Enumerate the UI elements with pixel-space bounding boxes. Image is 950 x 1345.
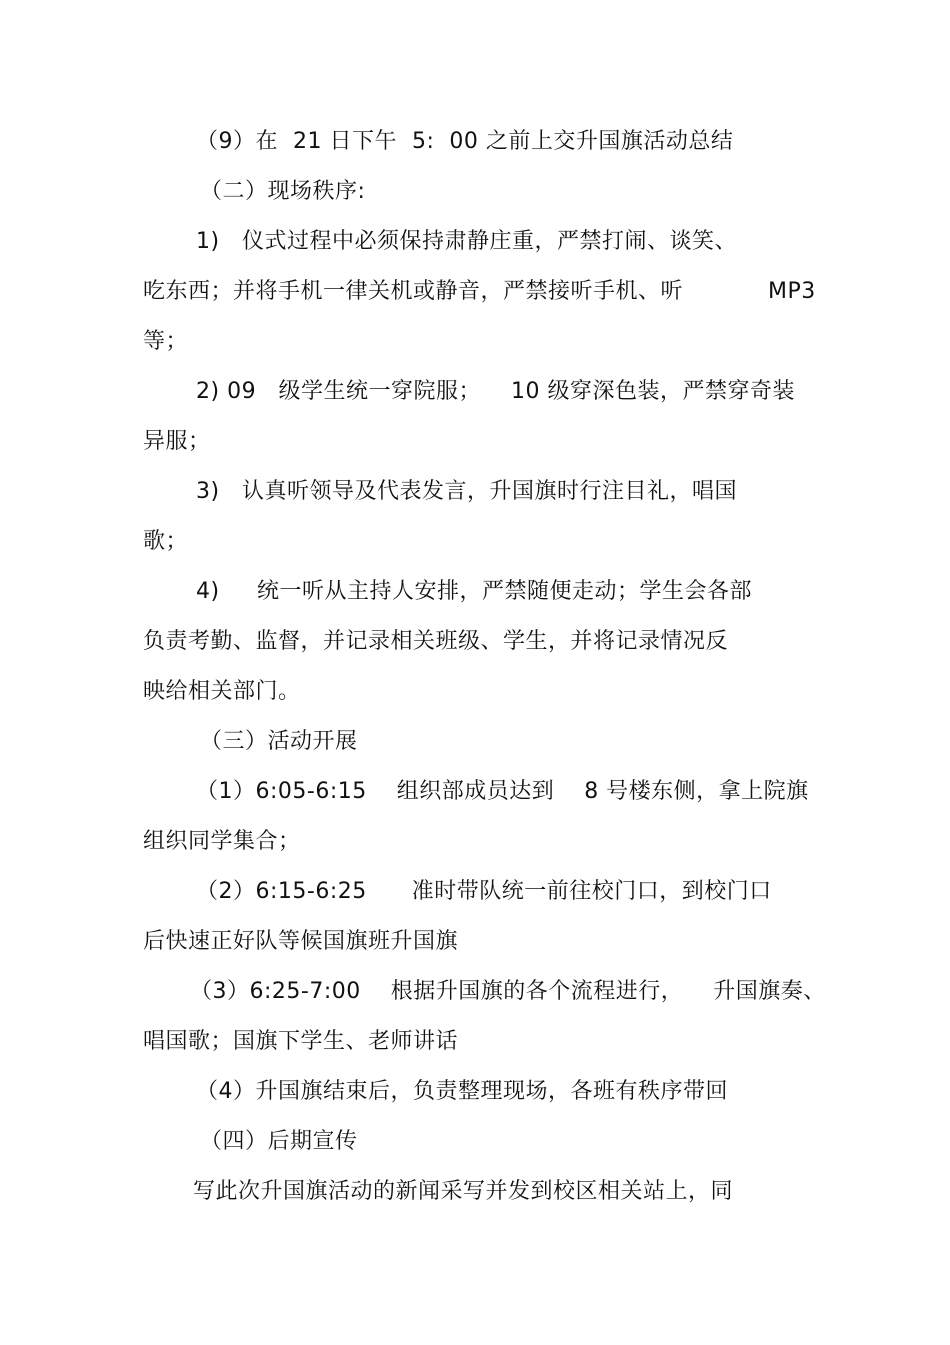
- text-line: 2) 09 级学生统一穿院服； 10 级穿深色装，严禁穿奇装: [196, 379, 796, 404]
- text-line: 唱国歌；国旗下学生、老师讲话: [143, 1029, 459, 1054]
- text-line: （9）在 21 日下午 5: 00 之前上交升国旗活动总结: [196, 129, 734, 154]
- text-line: 组织同学集合；: [143, 829, 301, 854]
- text-line: 映给相关部门。: [143, 679, 301, 704]
- text-line: （3）6:25-7:00 根据升国旗的各个流程进行， 升国旗奏、: [190, 979, 826, 1004]
- text-line: 吃东西；并将手机一律关机或静音，严禁接听手机、听: [143, 279, 684, 304]
- text-line: 异服；: [143, 429, 211, 454]
- text-line: 4) 统一听从主持人安排，严禁随便走动；学生会各部: [196, 579, 753, 604]
- text-line: 等；: [143, 329, 189, 354]
- text-line: 负责考勤、监督，并记录相关班级、学生，并将记录情况反: [143, 629, 729, 654]
- text-line: 写此次升国旗活动的新闻采写并发到校区相关站上，同: [193, 1179, 734, 1204]
- section-heading: （四）后期宣传: [200, 1129, 358, 1154]
- text-line: 歌；: [143, 529, 189, 554]
- text-line: （1）6:05-6:15 组织部成员达到 8 号楼东侧，拿上院旗: [196, 779, 809, 804]
- text-line: （2）6:15-6:25 准时带队统一前往校门口，到校门口: [196, 879, 772, 904]
- text-line: （4）升国旗结束后，负责整理现场，各班有秩序带回: [196, 1079, 728, 1104]
- section-heading: （三）活动开展: [200, 729, 358, 754]
- text-line: 3) 认真听领导及代表发言，升国旗时行注目礼，唱国: [196, 479, 738, 504]
- text-line: 后快速正好队等候国旗班升国旗: [143, 929, 459, 954]
- section-heading: （二）现场秩序:: [200, 179, 366, 204]
- text-line: 1) 仪式过程中必须保持肃静庄重，严禁打闹、谈笑、: [196, 229, 738, 254]
- text-line: MP3: [768, 279, 816, 304]
